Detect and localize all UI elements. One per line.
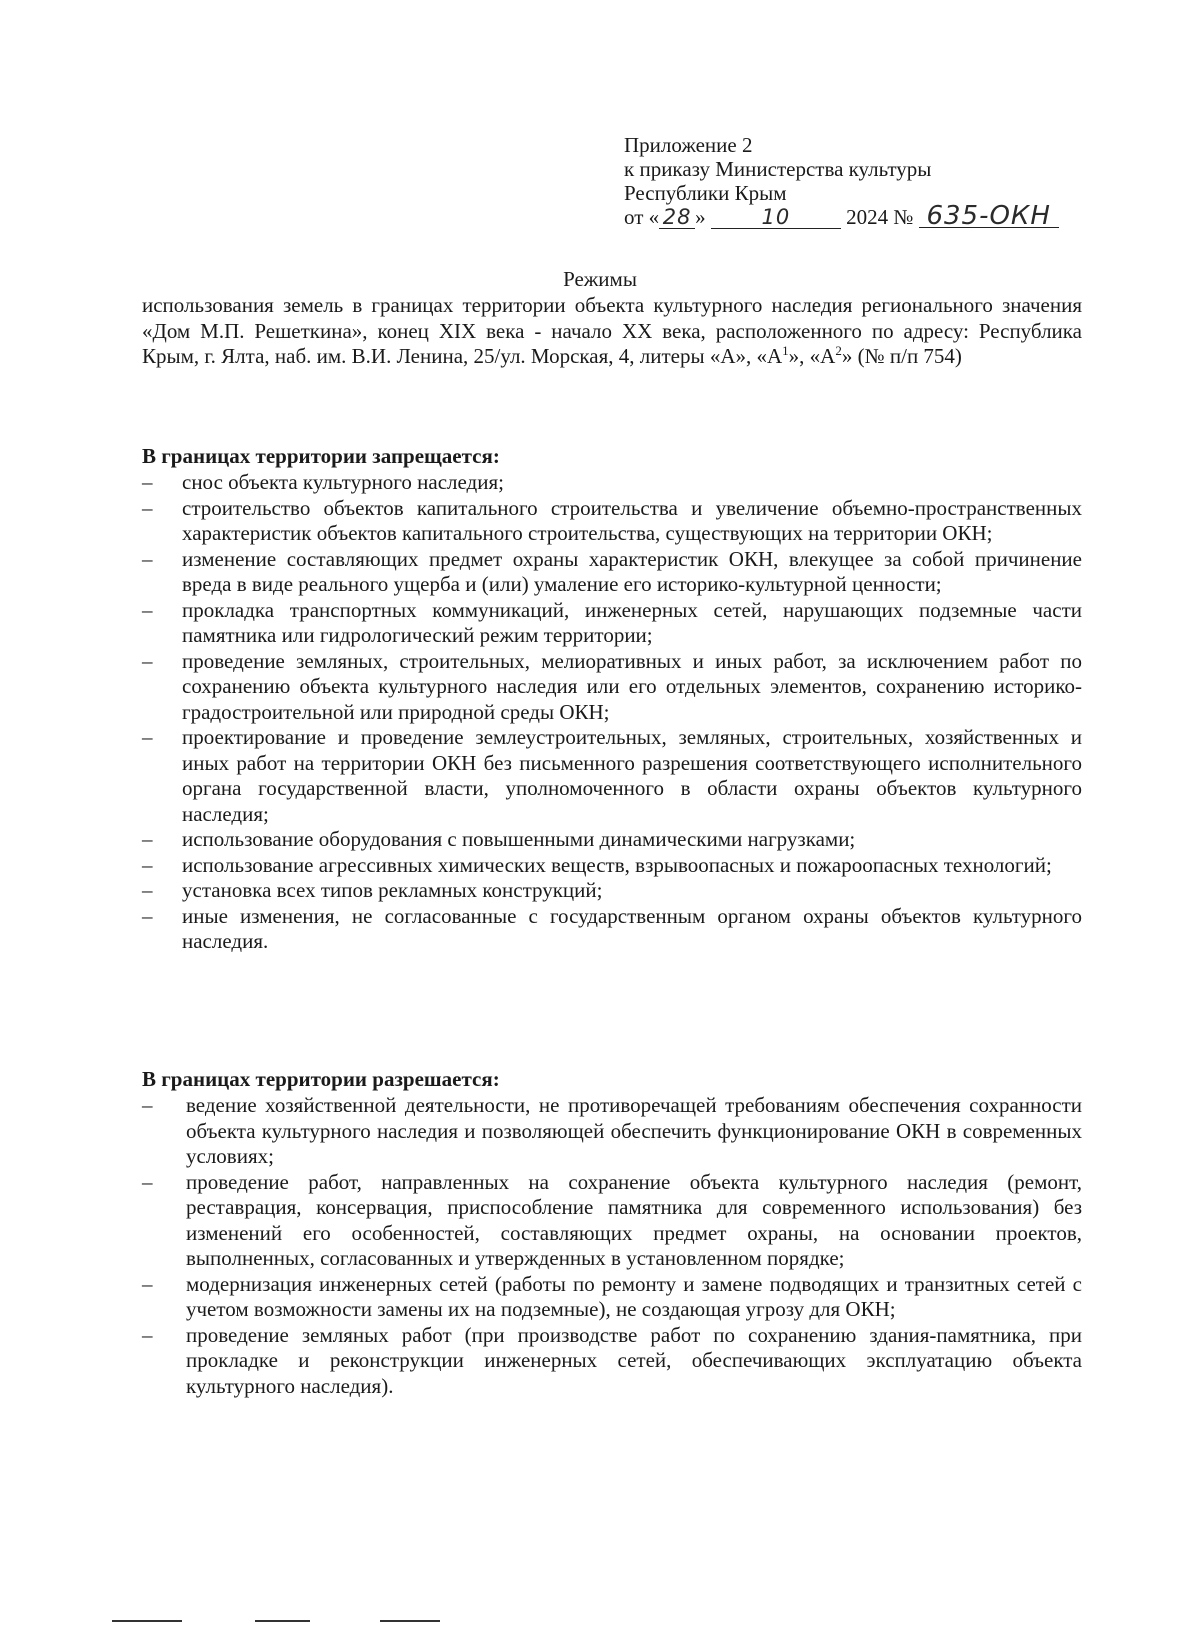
list-dash: –	[142, 725, 153, 749]
prohibited-item	[142, 878, 1082, 904]
prohibited-item	[142, 598, 1082, 649]
appendix-header	[624, 133, 1059, 231]
prohibited-item-text: использование агрессивных химических веществ, взрывоопасных и пожароопасных технологий;	[182, 852, 1052, 877]
list-dash: –	[142, 1169, 153, 1194]
list-dash: –	[142, 1322, 153, 1347]
list-dash: –	[142, 470, 153, 494]
prohibited-item-text: строительство объектов капитального строительства и увеличение объемно-пространственных характеристик объектов капитального строительства, существующих на территории ОКН;	[182, 495, 1082, 545]
intro-sup-2: 2	[835, 343, 842, 358]
order-date-line	[624, 201, 1059, 231]
list-dash: –	[142, 1093, 153, 1117]
list-dash: –	[142, 903, 153, 928]
appendix-order-ref: к приказу Министерства культуры	[624, 157, 932, 181]
permitted-heading: В границах территории разрешается:	[142, 1067, 500, 1091]
prohibited-item-text: проведение земляных, строительных, мелиоративных и иных работ, за исключением работ по сохранению объекта культурного наследия или его отдельных элементов, сохранению историко-градостроительной или природной среды ОКН;	[182, 648, 1082, 724]
appendix-number: Приложение 2	[624, 133, 753, 157]
permitted-list	[142, 1093, 1082, 1399]
handwritten-day: 28	[659, 206, 695, 229]
list-dash: –	[142, 495, 153, 520]
intro-sup-1: 1	[782, 343, 789, 358]
prohibited-item-text: иные изменения, не согласованные с государственным органом охраны объектов культурного наследия.	[182, 903, 1082, 953]
permitted-item	[142, 1323, 1082, 1400]
footer-mark	[112, 1620, 182, 1622]
prohibited-item-text: использование оборудования с повышенными динамическими нагрузками;	[182, 827, 856, 851]
permitted-item-text: модернизация инженерных сетей (работы по ремонту и замене подводящих и транзитных сетей с учетом возможности замены их на подземные), не создающая угрозу для ОКН;	[186, 1271, 1082, 1321]
list-dash: –	[142, 546, 153, 571]
prohibited-item	[142, 649, 1082, 726]
handwritten-order-number: 635-ОКН	[919, 205, 1059, 228]
list-dash: –	[142, 648, 153, 673]
list-dash: –	[142, 1271, 153, 1296]
footer-scan-marks	[0, 1620, 1200, 1624]
list-dash: –	[142, 878, 153, 902]
document-intro	[142, 293, 1082, 370]
list-dash: –	[142, 852, 153, 877]
prohibited-item	[142, 547, 1082, 598]
prohibited-item	[142, 853, 1082, 879]
prohibited-item	[142, 470, 1082, 496]
permitted-item	[142, 1170, 1082, 1272]
handwritten-month: 10	[711, 206, 841, 229]
date-day-suffix: »	[695, 205, 706, 229]
permitted-item-text: проведение земляных работ (при производстве работ по сохранению здания-памятника, при прокладке и реконструкции инженерных сетей, обеспечивающих эксплуатацию объекта культурного наследия).	[186, 1322, 1082, 1398]
prohibited-list	[142, 470, 1082, 955]
prohibited-item	[142, 496, 1082, 547]
prohibited-item-text: проектирование и проведение землеустроительных, земляных, строительных, хозяйственных и иных работ на территории ОКН без письменного разрешения соответствующего исполнительного органа государственной власти, уполномоченного в области охраны объектов культурного наследия;	[182, 725, 1082, 826]
permitted-item	[142, 1093, 1082, 1170]
permitted-section	[142, 1066, 1082, 1399]
intro-text-mid: », «А	[788, 344, 836, 368]
intro-text: использования земель в границах территории объекта культурного наследия регионального значения «Дом М.П. Решеткина», конец XIX века - начало XX века, расположенного по адресу: Республика Крым, г. Ялта, наб. им. В.И. Ленина, 25/ул. Морская, 4, литеры «А», «А	[142, 293, 1082, 368]
footer-mark	[255, 1620, 310, 1622]
date-year: 2024 №	[846, 205, 914, 229]
appendix-republic: Республики Крым	[624, 181, 787, 205]
prohibited-section	[142, 443, 1082, 955]
prohibited-item-text: снос объекта культурного наследия;	[182, 470, 504, 494]
prohibited-item-text: изменение составляющих предмет охраны характеристик ОКН, влекущее за собой причинение вреда в виде реального ущерба и (или) умаление его историко-культурной ценности;	[182, 546, 1082, 596]
prohibited-item-text: прокладка транспортных коммуникаций, инженерных сетей, нарушающих подземные части памятника или гидрологический режим территории;	[182, 597, 1082, 647]
list-dash: –	[142, 597, 153, 622]
prohibited-item-text: установка всех типов рекламных конструкций;	[182, 878, 603, 902]
date-prefix: от «	[624, 205, 660, 229]
prohibited-item	[142, 904, 1082, 955]
prohibited-item	[142, 827, 1082, 853]
permitted-item	[142, 1272, 1082, 1323]
permitted-item-text: ведение хозяйственной деятельности, не противоречащей требованиям обеспечения сохранности объекта культурного наследия и позволяющей обеспечить функционирование ОКН в современных условиях;	[186, 1093, 1082, 1168]
prohibited-heading: В границах территории запрещается:	[142, 444, 500, 468]
prohibited-item	[142, 725, 1082, 827]
document-title: Режимы	[563, 267, 637, 291]
permitted-item-text: проведение работ, направленных на сохранение объекта культурного наследия (ремонт, реставрация, консервация, приспособление памятника для современного использования) без изменений его особенностей, составляющих предмет охраны, на основании проектов, выполненных, согласованных и утвержденных в установленном порядке;	[186, 1169, 1082, 1270]
list-dash: –	[142, 827, 153, 851]
intro-text-end: » (№ п/п 754)	[841, 344, 962, 368]
footer-mark	[380, 1620, 440, 1622]
